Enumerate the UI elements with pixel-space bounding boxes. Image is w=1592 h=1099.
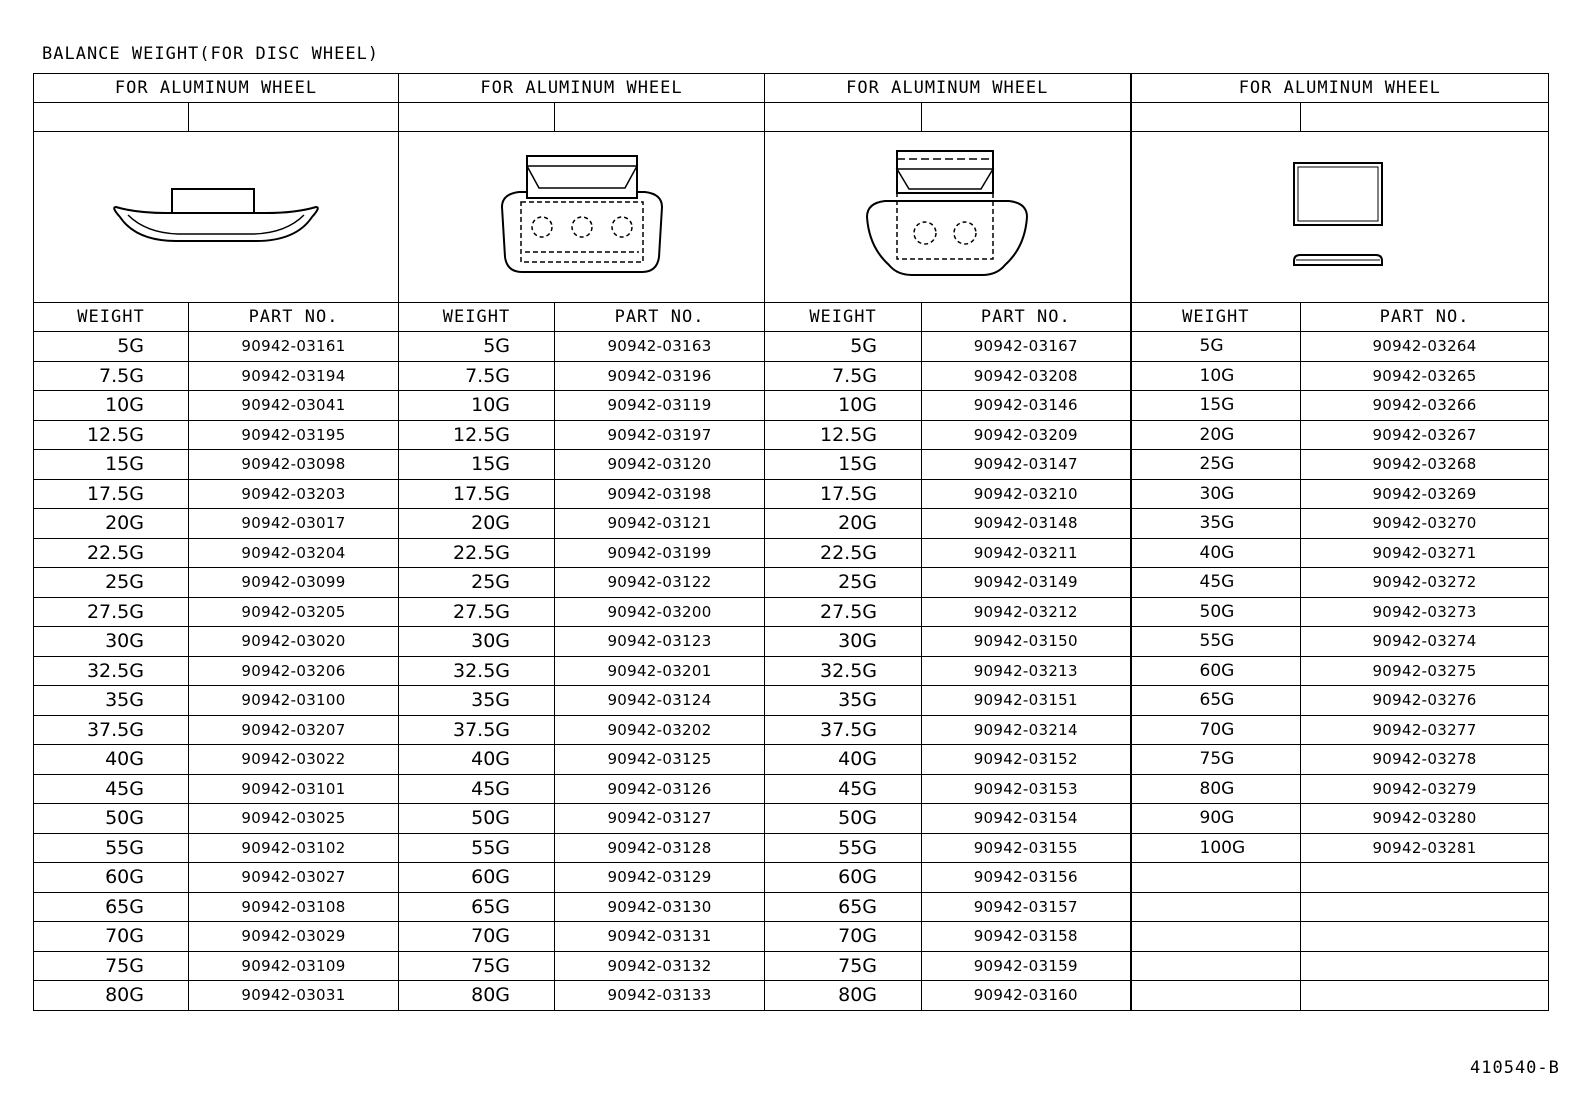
part-number-cell: 90942-03210 <box>922 479 1131 509</box>
part-number-cell: 90942-03157 <box>922 892 1131 922</box>
weight-cell <box>1131 922 1301 952</box>
part-number-cell: 90942-03025 <box>189 804 399 834</box>
weight-cell: 90G <box>1131 804 1301 834</box>
weight-cell: 32.5G <box>765 656 922 686</box>
weight-cell: 45G <box>1131 568 1301 598</box>
part-number-cell: 90942-03146 <box>922 391 1131 421</box>
part-number-cell: 90942-03266 <box>1301 391 1549 421</box>
table-row <box>34 715 1549 745</box>
part-number-cell: 90942-03020 <box>189 627 399 657</box>
part-number-cell: 90942-03029 <box>189 922 399 952</box>
weight-cell: 15G <box>1131 391 1301 421</box>
part-number-cell <box>1301 951 1549 981</box>
weight-cell: 65G <box>34 892 189 922</box>
weight-cell: 70G <box>765 922 922 952</box>
group-heading: FOR ALUMINUM WHEEL <box>765 74 1131 103</box>
table-row <box>34 981 1549 1011</box>
blank-cell <box>765 103 922 132</box>
table-row <box>34 509 1549 539</box>
part-number-cell: 90942-03151 <box>922 686 1131 716</box>
part-number-cell: 90942-03201 <box>555 656 765 686</box>
weight-header: WEIGHT <box>765 303 922 332</box>
weight-cell: 15G <box>399 450 555 480</box>
part-number-cell: 90942-03167 <box>922 332 1131 362</box>
weight-cell: 35G <box>34 686 189 716</box>
weight-cell: 5G <box>1131 332 1301 362</box>
weight-illustration-cell <box>399 132 765 303</box>
table-row <box>34 745 1549 775</box>
part-number-cell: 90942-03160 <box>922 981 1131 1011</box>
part-number-cell: 90942-03158 <box>922 922 1131 952</box>
part-number-cell: 90942-03277 <box>1301 715 1549 745</box>
part-number-cell: 90942-03123 <box>555 627 765 657</box>
part-number-cell: 90942-03279 <box>1301 774 1549 804</box>
weight-cell: 60G <box>765 863 922 893</box>
part-number-cell: 90942-03098 <box>189 450 399 480</box>
part-number-cell: 90942-03156 <box>922 863 1131 893</box>
weight-cell: 7.5G <box>399 361 555 391</box>
part-number-cell: 90942-03271 <box>1301 538 1549 568</box>
part-number-cell: 90942-03267 <box>1301 420 1549 450</box>
part-number-cell: 90942-03153 <box>922 774 1131 804</box>
weight-cell: 70G <box>1131 715 1301 745</box>
weight-cell: 10G <box>399 391 555 421</box>
weight-cell: 65G <box>765 892 922 922</box>
weight-cell: 70G <box>34 922 189 952</box>
weight-cell: 60G <box>1131 656 1301 686</box>
part-number-cell: 90942-03129 <box>555 863 765 893</box>
part-number-cell: 90942-03155 <box>922 833 1131 863</box>
weight-cell: 37.5G <box>34 715 189 745</box>
weight-cell: 30G <box>399 627 555 657</box>
table-row <box>34 420 1549 450</box>
weight-cell <box>1131 981 1301 1011</box>
part-number-cell: 90942-03130 <box>555 892 765 922</box>
weight-cell: 80G <box>34 981 189 1011</box>
table-row <box>34 922 1549 952</box>
part-number-cell: 90942-03148 <box>922 509 1131 539</box>
weight-cell: 32.5G <box>399 656 555 686</box>
part-number-cell: 90942-03147 <box>922 450 1131 480</box>
weight-cell: 32.5G <box>34 656 189 686</box>
table-row <box>34 568 1549 598</box>
weight-cell: 17.5G <box>399 479 555 509</box>
weight-cell: 15G <box>765 450 922 480</box>
page-title: BALANCE WEIGHT(FOR DISC WHEEL) <box>42 44 380 64</box>
weight-cell: 35G <box>765 686 922 716</box>
weight-cell: 45G <box>34 774 189 804</box>
part-number-cell: 90942-03022 <box>189 745 399 775</box>
part-number-cell: 90942-03197 <box>555 420 765 450</box>
weight-cell: 45G <box>765 774 922 804</box>
weight-cell: 80G <box>765 981 922 1011</box>
part-no-header: PART NO. <box>189 303 399 332</box>
blank-cell <box>399 103 555 132</box>
weight-cell: 70G <box>399 922 555 952</box>
weight-cell <box>1131 863 1301 893</box>
weight-cell: 17.5G <box>765 479 922 509</box>
two-hole-clip-weight-icon <box>857 147 1037 287</box>
weight-cell: 12.5G <box>399 420 555 450</box>
part-number-cell: 90942-03102 <box>189 833 399 863</box>
weight-cell <box>1131 951 1301 981</box>
part-number-cell: 90942-03207 <box>189 715 399 745</box>
part-number-cell: 90942-03120 <box>555 450 765 480</box>
three-hole-clip-weight-icon <box>497 152 667 282</box>
weight-cell: 20G <box>765 509 922 539</box>
table-row <box>34 656 1549 686</box>
blank-cell <box>1301 103 1549 132</box>
part-number-cell: 90942-03194 <box>189 361 399 391</box>
weight-header: WEIGHT <box>34 303 189 332</box>
part-number-cell: 90942-03017 <box>189 509 399 539</box>
weight-cell: 45G <box>399 774 555 804</box>
weight-cell: 55G <box>1131 627 1301 657</box>
part-number-cell: 90942-03031 <box>189 981 399 1011</box>
weight-cell: 25G <box>765 568 922 598</box>
weight-cell: 20G <box>34 509 189 539</box>
part-number-cell: 90942-03276 <box>1301 686 1549 716</box>
table-row <box>34 863 1549 893</box>
adhesive-weight-icon <box>1280 157 1400 277</box>
weight-cell: 80G <box>1131 774 1301 804</box>
part-number-cell: 90942-03274 <box>1301 627 1549 657</box>
part-number-cell: 90942-03203 <box>189 479 399 509</box>
weight-cell: 40G <box>765 745 922 775</box>
weight-cell: 20G <box>1131 420 1301 450</box>
blank-cell <box>555 103 765 132</box>
weight-cell: 5G <box>399 332 555 362</box>
part-number-cell: 90942-03268 <box>1301 450 1549 480</box>
blank-cell <box>189 103 399 132</box>
part-number-cell: 90942-03132 <box>555 951 765 981</box>
part-number-cell: 90942-03161 <box>189 332 399 362</box>
part-number-cell: 90942-03041 <box>189 391 399 421</box>
weight-cell: 30G <box>765 627 922 657</box>
weight-cell: 35G <box>1131 509 1301 539</box>
weight-cell: 50G <box>1131 597 1301 627</box>
weight-illustration-cell <box>34 132 399 303</box>
part-no-header: PART NO. <box>555 303 765 332</box>
weight-cell: 37.5G <box>399 715 555 745</box>
part-number-cell <box>1301 981 1549 1011</box>
part-number-cell: 90942-03119 <box>555 391 765 421</box>
group-heading: FOR ALUMINUM WHEEL <box>34 74 399 103</box>
part-number-cell: 90942-03270 <box>1301 509 1549 539</box>
part-number-cell: 90942-03196 <box>555 361 765 391</box>
table-row <box>34 804 1549 834</box>
part-number-cell: 90942-03272 <box>1301 568 1549 598</box>
weight-cell <box>1131 892 1301 922</box>
weight-cell: 7.5G <box>765 361 922 391</box>
weight-cell: 25G <box>34 568 189 598</box>
table-row <box>34 597 1549 627</box>
table-row <box>34 391 1549 421</box>
weight-cell: 50G <box>34 804 189 834</box>
weight-cell: 30G <box>1131 479 1301 509</box>
table-row <box>34 627 1549 657</box>
weight-cell: 25G <box>399 568 555 598</box>
table-row <box>34 833 1549 863</box>
weight-cell: 22.5G <box>34 538 189 568</box>
part-number-cell: 90942-03206 <box>189 656 399 686</box>
part-number-cell: 90942-03126 <box>555 774 765 804</box>
table-row <box>34 774 1549 804</box>
part-number-cell: 90942-03159 <box>922 951 1131 981</box>
weight-cell: 75G <box>765 951 922 981</box>
table-row <box>34 332 1549 362</box>
part-number-cell: 90942-03099 <box>189 568 399 598</box>
part-number-cell: 90942-03199 <box>555 538 765 568</box>
part-number-cell: 90942-03209 <box>922 420 1131 450</box>
part-number-cell <box>1301 922 1549 952</box>
weight-cell: 15G <box>34 450 189 480</box>
table-row <box>34 951 1549 981</box>
weight-illustration-cell <box>765 132 1131 303</box>
part-number-cell: 90942-03128 <box>555 833 765 863</box>
part-number-cell: 90942-03264 <box>1301 332 1549 362</box>
blank-cell <box>922 103 1131 132</box>
weight-cell: 40G <box>1131 538 1301 568</box>
part-number-cell: 90942-03212 <box>922 597 1131 627</box>
weight-cell: 55G <box>34 833 189 863</box>
part-number-cell: 90942-03101 <box>189 774 399 804</box>
weight-illustration-cell <box>1131 132 1549 303</box>
part-number-cell: 90942-03275 <box>1301 656 1549 686</box>
weight-cell: 27.5G <box>34 597 189 627</box>
weight-cell: 12.5G <box>34 420 189 450</box>
part-number-cell: 90942-03122 <box>555 568 765 598</box>
part-number-cell: 90942-03214 <box>922 715 1131 745</box>
part-number-cell: 90942-03211 <box>922 538 1131 568</box>
weight-cell: 10G <box>1131 361 1301 391</box>
weight-cell: 5G <box>34 332 189 362</box>
weight-cell: 27.5G <box>399 597 555 627</box>
weight-cell: 22.5G <box>765 538 922 568</box>
table-row <box>34 361 1549 391</box>
balance-weight-table <box>33 73 1549 1011</box>
weight-cell: 30G <box>34 627 189 657</box>
part-number-cell: 90942-03121 <box>555 509 765 539</box>
part-number-cell: 90942-03278 <box>1301 745 1549 775</box>
part-number-cell: 90942-03202 <box>555 715 765 745</box>
table-row <box>34 686 1549 716</box>
weight-cell: 5G <box>765 332 922 362</box>
part-number-cell: 90942-03150 <box>922 627 1131 657</box>
part-number-cell: 90942-03213 <box>922 656 1131 686</box>
table-row <box>34 479 1549 509</box>
part-number-cell <box>1301 892 1549 922</box>
part-number-cell: 90942-03208 <box>922 361 1131 391</box>
part-number-cell: 90942-03125 <box>555 745 765 775</box>
weight-cell: 75G <box>34 951 189 981</box>
table-row <box>34 450 1549 480</box>
weight-cell: 10G <box>765 391 922 421</box>
weight-cell: 37.5G <box>765 715 922 745</box>
weight-cell: 55G <box>399 833 555 863</box>
weight-cell: 20G <box>399 509 555 539</box>
blank-cell <box>34 103 189 132</box>
part-no-header: PART NO. <box>922 303 1131 332</box>
clip-on-weight-icon <box>106 177 326 257</box>
blank-cell <box>1131 103 1301 132</box>
part-number-cell: 90942-03127 <box>555 804 765 834</box>
weight-cell: 75G <box>399 951 555 981</box>
part-number-cell: 90942-03154 <box>922 804 1131 834</box>
group-heading: FOR ALUMINUM WHEEL <box>1131 74 1549 103</box>
weight-cell: 12.5G <box>765 420 922 450</box>
weight-cell: 65G <box>1131 686 1301 716</box>
table-row <box>34 892 1549 922</box>
part-number-cell: 90942-03204 <box>189 538 399 568</box>
weight-cell: 75G <box>1131 745 1301 775</box>
table-row <box>34 538 1549 568</box>
group-heading: FOR ALUMINUM WHEEL <box>399 74 765 103</box>
part-number-cell: 90942-03108 <box>189 892 399 922</box>
part-number-cell: 90942-03163 <box>555 332 765 362</box>
part-number-cell: 90942-03273 <box>1301 597 1549 627</box>
part-number-cell: 90942-03281 <box>1301 833 1549 863</box>
part-number-cell: 90942-03027 <box>189 863 399 893</box>
weight-cell: 17.5G <box>34 479 189 509</box>
weight-cell: 40G <box>399 745 555 775</box>
weight-cell: 80G <box>399 981 555 1011</box>
weight-cell: 50G <box>765 804 922 834</box>
part-number-cell: 90942-03124 <box>555 686 765 716</box>
part-number-cell: 90942-03198 <box>555 479 765 509</box>
part-number-cell: 90942-03280 <box>1301 804 1549 834</box>
weight-cell: 27.5G <box>765 597 922 627</box>
part-number-cell: 90942-03109 <box>189 951 399 981</box>
weight-cell: 60G <box>34 863 189 893</box>
part-number-cell: 90942-03205 <box>189 597 399 627</box>
part-number-cell: 90942-03133 <box>555 981 765 1011</box>
weight-cell: 25G <box>1131 450 1301 480</box>
weight-cell: 55G <box>765 833 922 863</box>
part-number-cell: 90942-03200 <box>555 597 765 627</box>
weight-cell: 50G <box>399 804 555 834</box>
weight-cell: 100G <box>1131 833 1301 863</box>
part-number-cell <box>1301 863 1549 893</box>
part-number-cell: 90942-03265 <box>1301 361 1549 391</box>
weight-cell: 35G <box>399 686 555 716</box>
weight-cell: 7.5G <box>34 361 189 391</box>
part-number-cell: 90942-03152 <box>922 745 1131 775</box>
weight-cell: 22.5G <box>399 538 555 568</box>
part-number-cell: 90942-03195 <box>189 420 399 450</box>
part-number-cell: 90942-03100 <box>189 686 399 716</box>
part-no-header: PART NO. <box>1301 303 1549 332</box>
part-number-cell: 90942-03269 <box>1301 479 1549 509</box>
weight-header: WEIGHT <box>1131 303 1301 332</box>
weight-cell: 60G <box>399 863 555 893</box>
figure-number: 410540-B <box>1470 1058 1560 1078</box>
weight-cell: 10G <box>34 391 189 421</box>
part-number-cell: 90942-03131 <box>555 922 765 952</box>
weight-cell: 40G <box>34 745 189 775</box>
weight-header: WEIGHT <box>399 303 555 332</box>
part-number-cell: 90942-03149 <box>922 568 1131 598</box>
weight-cell: 65G <box>399 892 555 922</box>
